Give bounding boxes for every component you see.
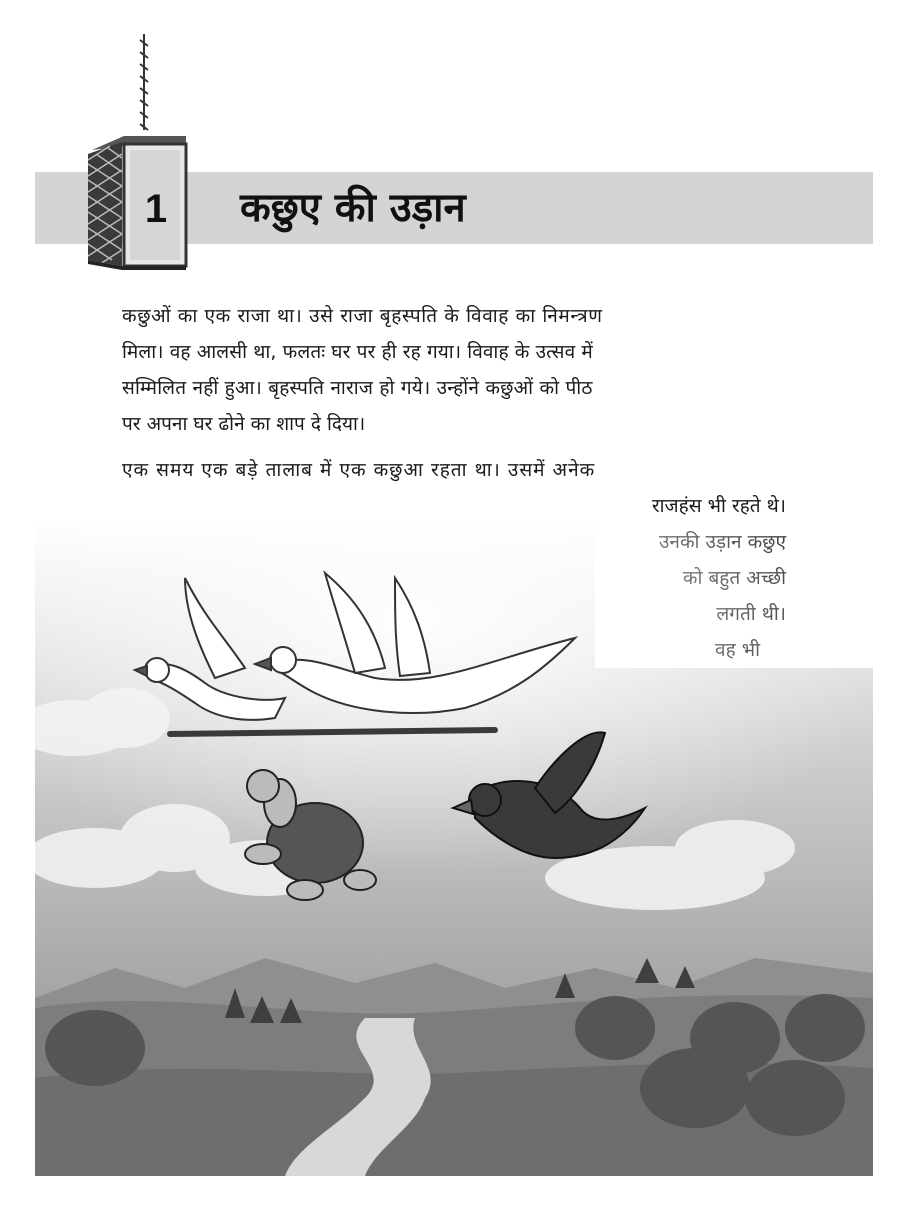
paragraph-2-line: एक समय एक बड़े तालाब में एक कछुआ रहता था। उसमें अनेक [122,459,596,481]
paragraph-2-line: राजहंस भी रहते थे। [651,495,786,517]
lantern-icon [82,30,192,270]
paragraph-1-line: सम्मिलित नहीं हुआ। बृहस्पति नाराज हो गये। उन्होंने कछुओं को पीठ [122,377,593,399]
chapter-title: कछुए की उड़ान [240,185,466,231]
paragraph-2 [122,452,786,488]
paragraph-1-line: कछुओं का एक राजा था। उसे राजा बृहस्पति के विवाह का निमन्त्रण [122,305,603,327]
paragraph-1 [122,298,786,442]
turtle-flying-with-swans-illustration [35,518,873,1176]
chapter-number: 1 [144,187,168,231]
paragraph-1-line: मिला। वह आलसी था, फलतः घर पर ही रह गया। विवाह के उत्सव में [122,341,593,363]
paragraph-1-line: पर अपना घर ढोने का शाप दे दिया। [122,413,366,435]
